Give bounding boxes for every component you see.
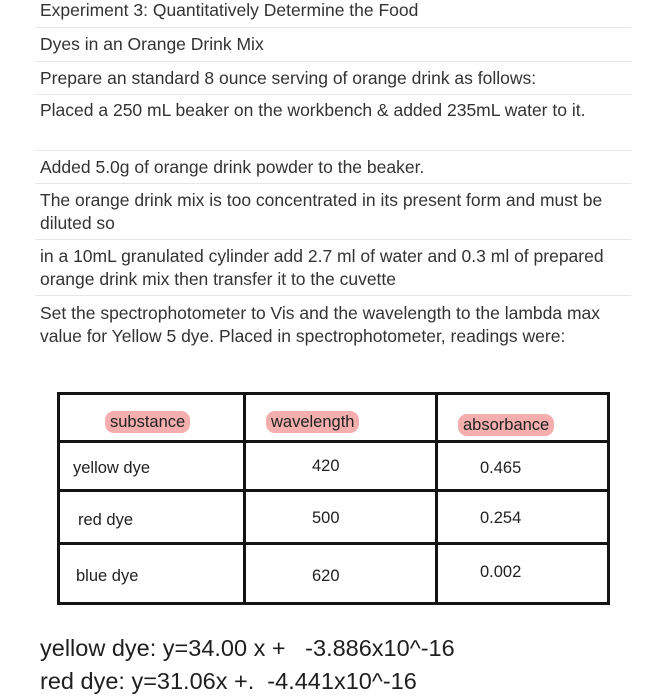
divider — [35, 150, 631, 151]
table-cell: 0.254 — [480, 509, 522, 527]
beaker-step: Placed a 250 mL beaker on the workbench & added 235mL water to it. — [40, 100, 586, 120]
divider — [35, 27, 631, 28]
heading-line-1: Experiment 3: Quantitatively Determine the Food — [40, 0, 419, 20]
divider — [35, 94, 631, 95]
table-cell: blue dye — [76, 567, 139, 585]
table-cell: yellow dye — [73, 459, 151, 477]
table-cell: 0.465 — [480, 459, 522, 477]
divider — [35, 61, 631, 62]
powder-step: Added 5.0g of orange drink powder to the beaker. — [40, 157, 425, 177]
red-dye-equation: red dye: y=31.06x +. -4.441x10^-16 — [40, 668, 417, 694]
heading-line-2: Dyes in an Orange Drink Mix — [40, 34, 264, 54]
divider — [35, 183, 631, 184]
header-substance: substance — [105, 411, 190, 433]
table-cell: 420 — [312, 457, 340, 475]
header-absorbance: absorbance — [458, 414, 554, 436]
header-wavelength: wavelength — [266, 411, 359, 433]
table-cell: 0.002 — [480, 563, 522, 581]
table-cell: red dye — [78, 511, 134, 529]
divider — [35, 295, 631, 296]
table-cell: 500 — [312, 509, 340, 527]
yellow-dye-equation: yellow dye: y=34.00 x + -3.886x10^-16 — [40, 635, 455, 661]
row-divider — [60, 489, 607, 492]
readings-table — [57, 392, 610, 605]
column-divider — [243, 395, 246, 602]
cylinder-step: in a 10mL granulated cylinder add 2.7 ml of water and 0.3 ml of prepared orange drink mix then transfer it to the cuvette — [40, 246, 604, 289]
column-divider — [435, 395, 438, 602]
table-cell: 620 — [312, 567, 340, 585]
row-divider — [60, 542, 607, 545]
prepare-instruction: Prepare an standard 8 ounce serving of orange drink as follows: — [40, 68, 537, 88]
spectrophotometer-step: Set the spectrophotometer to Vis and the wavelength to the lambda max value for Yellow 5 dye. Placed in spectrophotometer, readings were: — [40, 303, 601, 346]
row-divider — [60, 440, 607, 443]
dilution-note: The orange drink mix is too concentrated in its present form and must be diluted so — [40, 190, 603, 233]
divider — [35, 239, 631, 240]
